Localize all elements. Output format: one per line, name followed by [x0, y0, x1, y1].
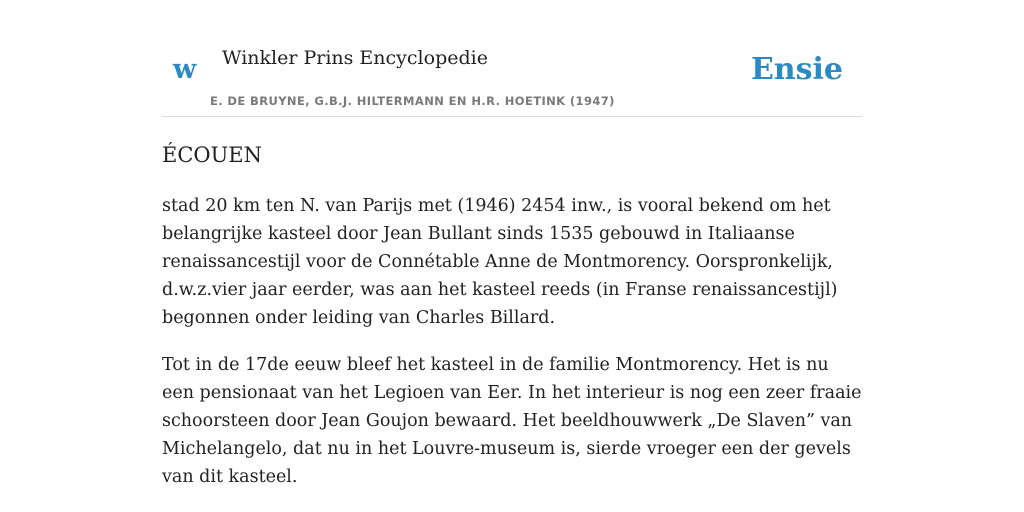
encyclopedia-authors: E. DE BRUYNE, G.B.J. HILTERMANN EN H.R. HOETINK (1947): [210, 94, 615, 108]
encyclopedia-logo[interactable]: w: [173, 54, 197, 85]
ensie-logo[interactable]: Ensie: [750, 52, 843, 87]
encyclopedia-header: [162, 0, 862, 117]
article-paragraph: Tot in de 17de eeuw bleef het kasteel in de familie Montmorency. Het is nu een pensionaat van het Legioen van Eer. In het interieur is nog een zeer fraaie schoorsteen door Jean Goujon bewaard. Het beeldhouwwerk „De Slaven” van Michelangelo, dat nu in het Louvre-museum is, sierde vroeger een der gevels van dit kasteel.: [162, 355, 862, 487]
article-paragraph: stad 20 km ten N. van Parijs met (1946) 2454 inw., is vooral bekend om het belangrijke kasteel door Jean Bullant sinds 1535 gebouwd in Italiaanse renaissancestijl voor de Connétable Anne de Montmorency. Oorspronkelijk, d.w.z.vier jaar eerder, was aan het kasteel reeds (in Franse renaissancestijl) begonnen onder leiding van Charles Billard.: [162, 196, 838, 328]
encyclopedia-title[interactable]: Winkler Prins Encyclopedie: [222, 47, 488, 69]
article-title: ÉCOUEN: [162, 143, 263, 167]
article-body: [162, 192, 862, 510]
